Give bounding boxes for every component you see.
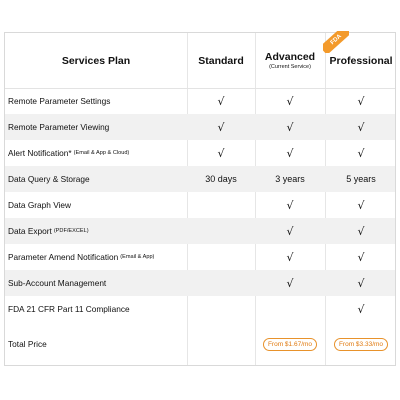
feature-label: Alert Notification*: [8, 148, 72, 158]
standard-cell: [187, 218, 255, 244]
feature-name: [8, 296, 130, 322]
checkmark-icon: √: [357, 146, 365, 160]
advanced-price-button[interactable]: From $1.67/mo: [263, 338, 317, 351]
current-service-label: (Current Service): [269, 64, 311, 70]
total-price-row: [5, 322, 395, 366]
standard-cell: [187, 140, 255, 166]
checkmark-icon: √: [286, 198, 294, 212]
checkmark-icon: √: [357, 276, 365, 290]
standard-cell: [187, 192, 255, 218]
advanced-price-cell: [255, 322, 325, 366]
feature-name: [8, 270, 106, 296]
checkmark-icon: √: [357, 120, 365, 134]
advanced-cell: [255, 166, 325, 192]
table-row: [5, 270, 395, 296]
standard-cell: [187, 296, 255, 322]
feature-label: Data Query & Storage: [8, 174, 90, 184]
header-standard[interactable]: [187, 33, 255, 88]
advanced-cell: [255, 88, 325, 114]
advanced-value: 3 years: [275, 174, 305, 184]
standard-cell: [187, 166, 255, 192]
fda-ribbon-label: FDA: [329, 33, 343, 46]
professional-cell: [325, 140, 397, 166]
standard-cell: [187, 114, 255, 140]
advanced-cell: [255, 270, 325, 296]
standard-value: 30 days: [205, 174, 237, 184]
professional-cell: [325, 244, 397, 270]
total-price-label: Total Price: [8, 339, 47, 349]
header-advanced[interactable]: [255, 33, 325, 88]
feature-name: [8, 192, 71, 218]
professional-price-cell: [325, 322, 397, 366]
checkmark-icon: √: [286, 94, 294, 108]
fda-ribbon: [323, 31, 349, 53]
table-row: [5, 244, 395, 270]
feature-note: (Email & App & Cloud): [73, 150, 130, 156]
professional-cell: [325, 114, 397, 140]
feature-name: [8, 166, 90, 192]
feature-name: [8, 88, 110, 114]
checkmark-icon: √: [217, 146, 225, 160]
professional-plan-title: Professional: [329, 54, 393, 67]
feature-note: (Email & App): [120, 254, 155, 260]
feature-label: FDA 21 CFR Part 11 Compliance: [8, 304, 130, 314]
table-row: [5, 166, 395, 192]
feature-label: Data Export: [8, 226, 52, 236]
services-plan-title: Services Plan: [61, 54, 131, 67]
advanced-cell: [255, 114, 325, 140]
professional-cell: [325, 296, 397, 322]
table-row: [5, 114, 395, 140]
feature-label: Remote Parameter Settings: [8, 96, 111, 106]
professional-cell: [325, 218, 397, 244]
standard-cell: [187, 270, 255, 296]
table-row: [5, 140, 395, 166]
advanced-cell: [255, 244, 325, 270]
professional-cell: [325, 270, 397, 296]
standard-cell: [187, 88, 255, 114]
table-row: [5, 218, 395, 244]
professional-cell: [325, 88, 397, 114]
feature-name: [8, 218, 89, 244]
feature-name: [8, 114, 109, 140]
advanced-cell: [255, 140, 325, 166]
feature-name: [8, 244, 154, 270]
table-row: [5, 296, 395, 322]
checkmark-icon: √: [217, 120, 225, 134]
checkmark-icon: √: [357, 94, 365, 108]
checkmark-icon: √: [286, 146, 294, 160]
table-row: [5, 192, 395, 218]
header-services-plan: [5, 33, 187, 88]
advanced-cell: [255, 192, 325, 218]
feature-label: Sub-Account Management: [8, 278, 107, 288]
table-row: [5, 88, 395, 114]
professional-cell: [325, 192, 397, 218]
checkmark-icon: √: [286, 250, 294, 264]
professional-price-button[interactable]: From $3.33/mo: [334, 338, 388, 351]
checkmark-icon: √: [357, 198, 365, 212]
checkmark-icon: √: [357, 250, 365, 264]
checkmark-icon: √: [286, 224, 294, 238]
advanced-cell: [255, 218, 325, 244]
professional-value: 5 years: [346, 174, 376, 184]
checkmark-icon: √: [357, 224, 365, 238]
feature-name: [8, 140, 129, 166]
feature-note: (PDF/EXCEL): [53, 228, 89, 234]
checkmark-icon: √: [357, 302, 365, 316]
standard-cell: [187, 244, 255, 270]
checkmark-icon: √: [286, 120, 294, 134]
pricing-table: [4, 32, 396, 366]
standard-plan-title: Standard: [198, 54, 244, 67]
checkmark-icon: √: [217, 94, 225, 108]
feature-label: Data Graph View: [8, 200, 72, 210]
fda-ribbon-badge: [323, 31, 349, 53]
feature-label: Parameter Amend Notification: [8, 252, 119, 262]
advanced-plan-title: Advanced: [264, 51, 316, 63]
feature-label: Remote Parameter Viewing: [8, 122, 110, 132]
advanced-cell: [255, 296, 325, 322]
checkmark-icon: √: [286, 276, 294, 290]
professional-cell: [325, 166, 397, 192]
